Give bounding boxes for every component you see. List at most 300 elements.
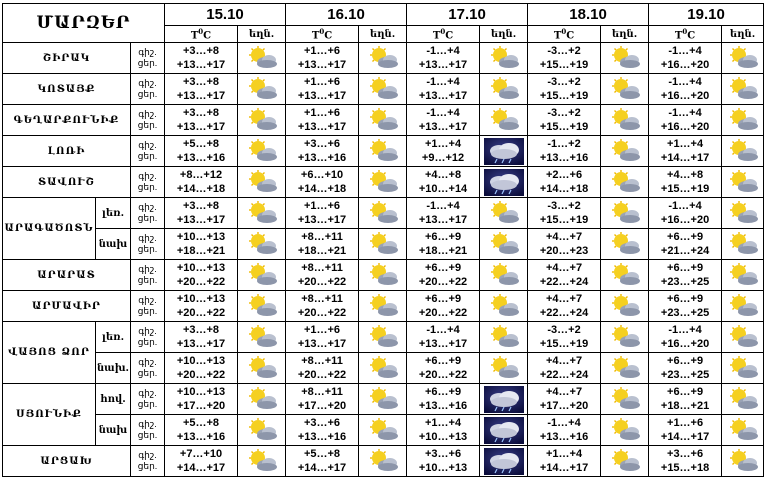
temperature-cell — [286, 384, 359, 415]
day-temp: +14…+18 — [539, 183, 589, 195]
partly-cloudy-icon — [722, 263, 763, 287]
night-label: գիշ. — [138, 140, 157, 150]
night-label: գիշ. — [138, 326, 157, 336]
day-temp: +20…+22 — [418, 369, 468, 381]
temperature-cell — [407, 446, 480, 477]
temp-unit: C — [687, 30, 696, 42]
day-temp: +10…+14 — [418, 183, 468, 195]
day-temp: +14…+17 — [297, 462, 347, 474]
night-temp: +1…+6 — [303, 45, 341, 57]
temperature-cell — [286, 136, 359, 167]
temperature-cell — [528, 384, 601, 415]
weather-cell — [601, 260, 649, 291]
partly-cloudy-icon — [480, 325, 527, 349]
temperature-cell — [407, 384, 480, 415]
temp-label: T — [190, 30, 199, 42]
weather-cell — [238, 198, 286, 229]
night-temp: -1…+4 — [426, 45, 460, 57]
night-temp: -3…+2 — [547, 76, 581, 88]
day-temp: +18…+21 — [297, 245, 347, 257]
day-temp: +13…+17 — [176, 59, 226, 71]
temperature-cell — [165, 260, 238, 291]
day-label: ցեր. — [137, 430, 158, 440]
weather-cell — [238, 446, 286, 477]
table-row — [3, 322, 764, 353]
weather-cell — [359, 446, 407, 477]
partly-cloudy-icon — [480, 108, 527, 132]
temperature-cell — [286, 446, 359, 477]
night-label: գիշ. — [138, 264, 157, 274]
weather-cell — [722, 105, 764, 136]
temperature-cell — [407, 322, 480, 353]
day-temp: +20…+22 — [176, 307, 226, 319]
night-label: գիշ. — [138, 171, 157, 181]
weather-cell — [359, 167, 407, 198]
time-labels — [131, 229, 165, 260]
partly-cloudy-icon — [601, 263, 648, 287]
night-temp: -1…+4 — [668, 200, 702, 212]
region-name: ԼՈՌԻ — [3, 136, 131, 167]
partly-cloudy-icon — [722, 356, 763, 380]
night-temp: -1…+4 — [668, 76, 702, 88]
day-temp: +18…+21 — [660, 400, 710, 412]
weather-cell — [480, 136, 528, 167]
weather-cell — [359, 198, 407, 229]
day-temp: +23…+25 — [660, 369, 710, 381]
partly-cloudy-icon — [359, 139, 406, 163]
region-name: ՍՅՈՒՆԻՔ — [3, 384, 96, 446]
partly-cloudy-icon — [359, 232, 406, 256]
partly-cloudy-icon — [359, 449, 406, 473]
night-temp: +8…+11 — [301, 355, 343, 367]
night-temp: +4…+7 — [546, 293, 583, 305]
partly-cloudy-icon — [238, 170, 285, 194]
partly-cloudy-icon — [238, 232, 285, 256]
regions-header: ՄԱՐԶԵՐ — [3, 4, 165, 43]
temperature-cell — [407, 105, 480, 136]
day-temp: +20…+22 — [176, 369, 226, 381]
day-temp: +23…+25 — [660, 307, 710, 319]
degree-sign: 0 — [319, 26, 325, 36]
temp-column-header — [528, 26, 601, 43]
weather-cell — [238, 167, 286, 198]
partly-cloudy-icon — [359, 294, 406, 318]
day-temp: +13…+16 — [418, 400, 468, 412]
weather-cell — [359, 43, 407, 74]
weather-cell — [722, 415, 764, 446]
weather-cell — [601, 105, 649, 136]
day-temp: +20…+22 — [297, 307, 347, 319]
night-temp: +3…+6 — [424, 448, 462, 460]
night-label: գիշ. — [138, 295, 157, 305]
day-temp: +17…+20 — [539, 400, 589, 412]
temperature-cell — [286, 198, 359, 229]
temp-unit: C — [566, 30, 575, 42]
temperature-cell — [165, 74, 238, 105]
weather-cell — [480, 229, 528, 260]
weather-cell — [359, 291, 407, 322]
night-temp: -1…+4 — [426, 324, 460, 336]
day-temp: +17…+20 — [176, 400, 226, 412]
night-temp: -3…+2 — [547, 107, 581, 119]
date-header: 17.10 — [407, 4, 528, 26]
temperature-cell — [407, 167, 480, 198]
night-temp: +4…+7 — [546, 231, 583, 243]
partly-cloudy-icon — [601, 449, 648, 473]
weather-cell — [601, 415, 649, 446]
degree-sign: 0 — [682, 26, 688, 36]
day-temp: +14…+17 — [660, 152, 710, 164]
day-temp: +15…+19 — [539, 214, 589, 226]
day-label: ցեր. — [137, 182, 158, 192]
partly-cloudy-icon — [480, 77, 527, 101]
weather-cell — [238, 415, 286, 446]
partly-cloudy-icon — [601, 201, 648, 225]
region-name: ԱՐՄԱՎԻՐ — [3, 291, 131, 322]
temperature-cell — [649, 136, 722, 167]
night-temp: +3…+6 — [303, 417, 341, 429]
weather-cell — [601, 446, 649, 477]
date-header: 15.10 — [165, 4, 286, 26]
temperature-cell — [528, 353, 601, 384]
temperature-cell — [649, 415, 722, 446]
weather-cell — [480, 322, 528, 353]
partly-cloudy-icon — [722, 449, 763, 473]
time-labels — [131, 353, 165, 384]
temp-column-header — [165, 26, 238, 43]
night-temp: +6…+9 — [424, 386, 462, 398]
temperature-cell — [286, 43, 359, 74]
day-temp: +20…+22 — [176, 276, 226, 288]
region-name: ԿՈՏԱՅՔ — [3, 74, 131, 105]
night-temp: +5…+8 — [303, 448, 341, 460]
night-temp: +3…+8 — [182, 200, 220, 212]
day-temp: +13…+17 — [176, 121, 226, 133]
partly-cloudy-icon — [722, 46, 763, 70]
day-temp: +21…+24 — [660, 245, 710, 257]
day-temp: +13…+16 — [539, 152, 589, 164]
partly-cloudy-icon — [601, 170, 648, 194]
temperature-cell — [286, 322, 359, 353]
weather-cell — [359, 260, 407, 291]
partly-cloudy-icon — [722, 325, 763, 349]
temperature-cell — [649, 291, 722, 322]
partly-cloudy-icon — [722, 108, 763, 132]
day-label: ցեր. — [137, 337, 158, 347]
partly-cloudy-icon — [601, 418, 648, 442]
night-temp: -1…+4 — [426, 76, 460, 88]
weather-cell — [601, 322, 649, 353]
weather-cell — [601, 43, 649, 74]
day-temp: +13…+17 — [418, 121, 468, 133]
partly-cloudy-icon — [722, 170, 763, 194]
day-temp: +9…+12 — [421, 152, 465, 164]
partly-cloudy-icon — [601, 139, 648, 163]
subregion-name: նախ. — [96, 353, 131, 384]
table-row — [3, 136, 764, 167]
weather-cell — [722, 322, 764, 353]
night-temp: +10…+13 — [176, 293, 226, 305]
temperature-cell — [649, 322, 722, 353]
temperature-cell — [528, 105, 601, 136]
temperature-cell — [528, 291, 601, 322]
night-temp: +6…+9 — [424, 355, 462, 367]
partly-cloudy-icon — [480, 46, 527, 70]
rain-cloud-icon — [480, 169, 527, 196]
partly-cloudy-icon — [238, 325, 285, 349]
weather-cell — [601, 167, 649, 198]
temperature-cell — [165, 136, 238, 167]
partly-cloudy-icon — [238, 108, 285, 132]
partly-cloudy-icon — [359, 325, 406, 349]
table-row — [3, 43, 764, 74]
forecast-table — [2, 3, 764, 477]
temperature-cell — [649, 43, 722, 74]
night-temp: +1…+6 — [667, 417, 704, 429]
table-row — [3, 260, 764, 291]
day-temp: +20…+22 — [297, 276, 347, 288]
temperature-cell — [165, 105, 238, 136]
day-temp: +13…+17 — [176, 214, 226, 226]
day-temp: +16…+20 — [660, 90, 710, 102]
temperature-cell — [165, 43, 238, 74]
night-temp: +6…+9 — [667, 262, 704, 274]
night-temp: +10…+13 — [176, 386, 226, 398]
day-temp: +20…+22 — [418, 307, 468, 319]
day-temp: +10…+13 — [418, 462, 468, 474]
weather-cell — [480, 415, 528, 446]
night-temp: +3…+8 — [182, 76, 220, 88]
night-temp: +1…+6 — [303, 200, 341, 212]
temperature-cell — [649, 105, 722, 136]
temperature-cell — [407, 291, 480, 322]
partly-cloudy-icon — [238, 387, 285, 411]
weather-cell — [359, 136, 407, 167]
night-temp: -1…+4 — [426, 107, 460, 119]
weather-column-header: եղն. — [601, 26, 649, 43]
partly-cloudy-icon — [238, 77, 285, 101]
day-temp: +15…+18 — [660, 462, 710, 474]
day-temp: +13…+17 — [297, 121, 347, 133]
night-temp: +1…+6 — [303, 76, 341, 88]
region-name: ԱՐԱԳԱԾՈՏՆ — [3, 198, 96, 260]
temperature-cell — [649, 384, 722, 415]
night-label: գիշ. — [138, 47, 157, 57]
temperature-cell — [286, 74, 359, 105]
weather-cell — [722, 198, 764, 229]
temperature-cell — [165, 384, 238, 415]
night-temp: +6…+9 — [667, 386, 704, 398]
night-temp: -3…+2 — [547, 324, 581, 336]
temperature-cell — [286, 167, 359, 198]
partly-cloudy-icon — [359, 201, 406, 225]
region-name: ՇԻՐԱԿ — [3, 43, 131, 74]
night-temp: +7…+10 — [179, 448, 223, 460]
weather-column-header: եղն. — [480, 26, 528, 43]
day-temp: +13…+16 — [297, 152, 347, 164]
partly-cloudy-icon — [359, 387, 406, 411]
temperature-cell — [407, 229, 480, 260]
subregion-name: լեռ. — [96, 322, 131, 353]
night-temp: +3…+8 — [182, 324, 220, 336]
day-label: ցեր. — [137, 89, 158, 99]
weather-cell — [238, 229, 286, 260]
temp-label: T — [553, 30, 562, 42]
day-temp: +13…+17 — [418, 214, 468, 226]
night-temp: +1…+6 — [303, 324, 341, 336]
temperature-cell — [528, 322, 601, 353]
temperature-cell — [528, 446, 601, 477]
night-temp: +8…+12 — [179, 169, 223, 181]
day-temp: +16…+20 — [660, 214, 710, 226]
partly-cloudy-icon — [359, 46, 406, 70]
rain-cloud-icon — [480, 138, 527, 165]
degree-sign: 0 — [440, 26, 446, 36]
night-temp: +1…+4 — [424, 138, 462, 150]
night-temp: +1…+4 — [667, 138, 704, 150]
weather-cell — [480, 291, 528, 322]
night-temp: +5…+8 — [182, 417, 220, 429]
temperature-cell — [165, 353, 238, 384]
weather-cell — [480, 105, 528, 136]
partly-cloudy-icon — [722, 139, 763, 163]
time-labels — [131, 105, 165, 136]
day-temp: +14…+18 — [297, 183, 347, 195]
day-temp: +13…+17 — [418, 338, 468, 350]
table-row — [3, 415, 764, 446]
region-name: ՏԱՎՈՒՇ — [3, 167, 131, 198]
region-name: ԱՐՑԱԽ — [3, 446, 131, 477]
weather-cell — [359, 229, 407, 260]
rain-cloud-icon — [480, 417, 527, 444]
temperature-cell — [165, 322, 238, 353]
weather-cell — [480, 198, 528, 229]
night-temp: +6…+9 — [667, 231, 704, 243]
degree-sign: 0 — [198, 26, 204, 36]
night-temp: +3…+8 — [182, 45, 220, 57]
day-temp: +20…+23 — [539, 245, 589, 257]
day-temp: +22…+24 — [539, 307, 589, 319]
night-temp: +6…+9 — [667, 293, 704, 305]
weather-cell — [601, 291, 649, 322]
temperature-cell — [649, 167, 722, 198]
night-temp: +1…+4 — [424, 417, 462, 429]
day-temp: +13…+16 — [176, 431, 226, 443]
partly-cloudy-icon — [722, 294, 763, 318]
table-row — [3, 291, 764, 322]
night-label: գիշ. — [138, 202, 157, 212]
rain-cloud-icon — [480, 386, 527, 413]
temperature-cell — [286, 229, 359, 260]
temperature-cell — [165, 229, 238, 260]
partly-cloudy-icon — [238, 46, 285, 70]
partly-cloudy-icon — [601, 294, 648, 318]
partly-cloudy-icon — [359, 263, 406, 287]
time-labels — [131, 43, 165, 74]
temperature-cell — [528, 260, 601, 291]
day-temp: +13…+17 — [176, 338, 226, 350]
night-temp: +6…+9 — [424, 231, 462, 243]
partly-cloudy-icon — [480, 232, 527, 256]
night-temp: +4…+8 — [424, 169, 462, 181]
weather-cell — [601, 353, 649, 384]
day-temp: +14…+17 — [539, 462, 589, 474]
temperature-cell — [286, 415, 359, 446]
night-temp: -1…+4 — [668, 45, 702, 57]
weather-cell — [722, 43, 764, 74]
day-temp: +13…+16 — [297, 431, 347, 443]
subregion-name: նախ — [96, 415, 131, 446]
partly-cloudy-icon — [238, 139, 285, 163]
partly-cloudy-icon — [480, 201, 527, 225]
temperature-cell — [286, 260, 359, 291]
day-temp: +13…+17 — [418, 90, 468, 102]
day-temp: +13…+17 — [297, 338, 347, 350]
weather-cell — [359, 415, 407, 446]
weather-cell — [238, 43, 286, 74]
temp-column-header — [649, 26, 722, 43]
night-temp: +3…+6 — [303, 138, 341, 150]
weather-cell — [722, 260, 764, 291]
temp-column-header — [407, 26, 480, 43]
partly-cloudy-icon — [359, 418, 406, 442]
subregion-name: նախ — [96, 229, 131, 260]
temperature-cell — [407, 353, 480, 384]
time-labels — [131, 136, 165, 167]
partly-cloudy-icon — [601, 325, 648, 349]
night-temp: +10…+13 — [176, 262, 226, 274]
night-temp: +4…+7 — [546, 386, 583, 398]
weather-cell — [480, 446, 528, 477]
time-labels — [131, 322, 165, 353]
partly-cloudy-icon — [359, 170, 406, 194]
night-label: գիշ. — [138, 109, 157, 119]
weather-cell — [480, 384, 528, 415]
night-temp: -1…+4 — [668, 324, 702, 336]
day-temp: +18…+21 — [418, 245, 468, 257]
weather-cell — [722, 167, 764, 198]
day-temp: +15…+19 — [660, 183, 710, 195]
weather-cell — [238, 74, 286, 105]
date-header: 18.10 — [528, 4, 649, 26]
day-label: ցեր. — [137, 151, 158, 161]
time-labels — [131, 384, 165, 415]
table-row — [3, 446, 764, 477]
temperature-cell — [165, 291, 238, 322]
table-row — [3, 167, 764, 198]
day-temp: +13…+16 — [176, 152, 226, 164]
day-temp: +13…+17 — [176, 90, 226, 102]
night-temp: -3…+2 — [547, 45, 581, 57]
partly-cloudy-icon — [601, 356, 648, 380]
night-label: գիշ. — [138, 419, 157, 429]
weather-cell — [601, 384, 649, 415]
weather-cell — [722, 384, 764, 415]
table-row — [3, 105, 764, 136]
temperature-cell — [528, 167, 601, 198]
partly-cloudy-icon — [601, 77, 648, 101]
day-temp: +18…+21 — [176, 245, 226, 257]
subregion-name: լեռ. — [96, 198, 131, 229]
weather-cell — [601, 229, 649, 260]
partly-cloudy-icon — [480, 294, 527, 318]
weather-column-header: եղն. — [722, 26, 764, 43]
weather-cell — [480, 167, 528, 198]
night-temp: +1…+6 — [303, 107, 341, 119]
day-label: ցեր. — [137, 244, 158, 254]
temp-column-header — [286, 26, 359, 43]
night-temp: +8…+11 — [301, 262, 343, 274]
